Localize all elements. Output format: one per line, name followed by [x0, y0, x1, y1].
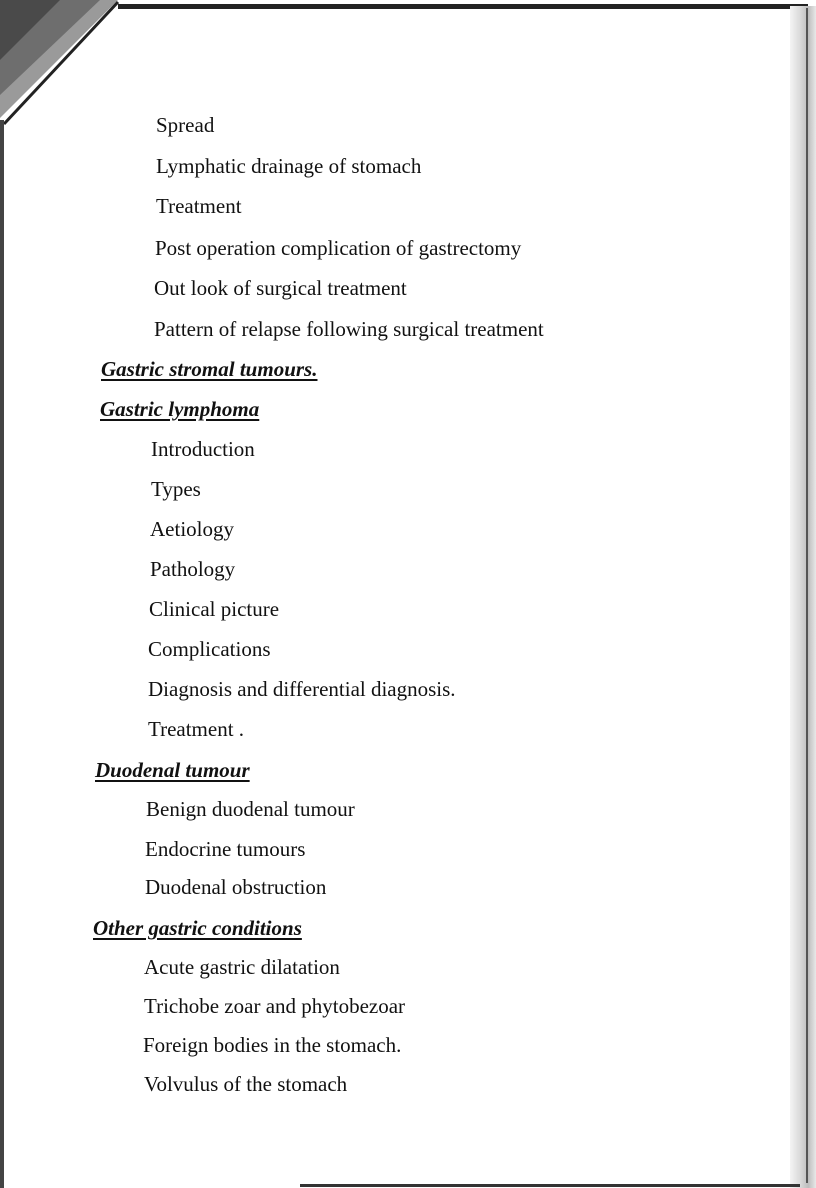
list-item: Trichobe zoar and phytobezoar: [144, 994, 406, 1018]
list-item: Endocrine tumours: [145, 837, 306, 861]
list-item: Treatment: [156, 194, 242, 218]
list-item: Aetiology: [150, 517, 234, 541]
list-item: Types: [151, 477, 201, 501]
list-item: Post operation complication of gastrectomy: [155, 236, 522, 260]
list-item: Pattern of relapse following surgical treatment: [154, 317, 544, 341]
section-heading: Duodenal tumour: [95, 758, 250, 782]
list-item: Spread: [156, 113, 215, 137]
scan-left-edge: [0, 120, 4, 1188]
folded-corner: [0, 0, 130, 130]
list-item: Lymphatic drainage of stomach: [156, 154, 422, 178]
scan-right-edge: [790, 6, 816, 1188]
scan-bottom-line: [300, 1184, 800, 1187]
list-item: Treatment .: [148, 717, 245, 741]
list-item: Introduction: [151, 437, 255, 461]
list-item: Volvulus of the stomach: [144, 1072, 348, 1096]
list-item: Clinical picture: [149, 597, 280, 621]
section-heading: Gastric lymphoma: [100, 397, 260, 421]
list-item: Benign duodenal tumour: [146, 797, 355, 821]
section-heading: Gastric stromal tumours.: [101, 357, 318, 381]
list-item: Acute gastric dilatation: [144, 955, 340, 979]
scan-top-border: [118, 4, 808, 9]
scan-right-line: [806, 8, 808, 1183]
list-item: Diagnosis and differential diagnosis.: [148, 677, 456, 701]
list-item: Out look of surgical treatment: [154, 276, 407, 300]
list-item: Pathology: [150, 557, 236, 581]
section-heading: Other gastric conditions: [93, 916, 302, 940]
list-item: Complications: [148, 637, 271, 661]
list-item: Duodenal obstruction: [145, 875, 327, 899]
list-item: Foreign bodies in the stomach.: [143, 1033, 402, 1057]
